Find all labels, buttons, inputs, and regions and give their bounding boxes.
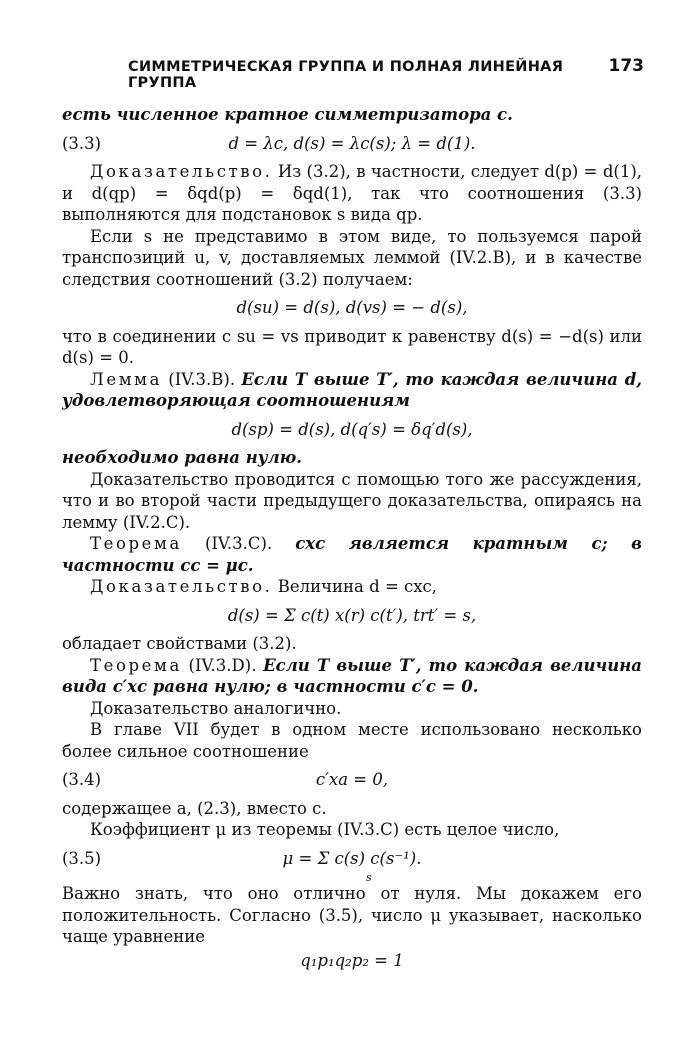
equation-3-4 (62, 769, 642, 791)
equation-body: d = λc, d(s) = λc(s); λ = d(1). (228, 133, 476, 153)
proof-paragraph (62, 576, 642, 598)
statement-line: есть численное кратное симметризатора c. (62, 105, 513, 124)
paragraph: содержащее a, (2.3), вместо c. (62, 798, 327, 818)
equation-number: (3.4) (62, 770, 102, 789)
lemma-label: Лемма (90, 369, 163, 389)
paragraph: Если s не представимо в этом виде, то пользуемся парой транспозиций u, v, доставляемых леммой (IV.2.B), и в качестве следствия соотношений (3.2) получаем: (62, 226, 642, 289)
paragraph: Важно знать, что оно отлично от нуля. Мы докажем его положительность. Согласно (3.5), число μ указывает, насколько чаще уравнение (62, 884, 642, 946)
formula: d(s) = Σ c(t) x(r) c(t′), trt′ = s, (227, 605, 477, 625)
lemma-ref: (IV.3.B). (162, 369, 242, 389)
paragraph: Коэффициент μ из теоремы (IV.3.C) есть целое число, (90, 820, 560, 839)
lemma-paragraph (62, 369, 642, 412)
theorem-label: Теорема (90, 655, 182, 675)
lemma-conclusion: необходимо равна нулю. (62, 448, 302, 467)
equation-body: c′xa = 0, (315, 770, 389, 789)
page-body (62, 104, 642, 978)
equation-3-5 (62, 848, 642, 884)
equation-body (182, 848, 642, 884)
formula: d(su) = d(s), d(vs) = − d(s), (236, 298, 468, 317)
formula: q₁p₁q₂p₂ = 1 (300, 950, 404, 970)
theorem-ref: (IV.3.C). (181, 534, 296, 553)
proof-label: Доказательство. (90, 162, 273, 181)
paragraph: обладает свойствами (3.2). (62, 634, 297, 653)
paragraph: Доказательство аналогично. (90, 698, 342, 718)
theorem-paragraph (62, 655, 642, 698)
proof-text: Из (3.2), в частности, следует d(p) = d(1), и d(qp) = δqd(p) = δqd(1), так что соотношения (3.3) выполняются для подстановок s вида qp. (62, 162, 642, 224)
equation-number: (3.5) (62, 848, 102, 868)
formula: d(sp) = d(s), d(q′s) = δq′d(s), (231, 419, 473, 439)
theorem-text: cxc является кратным c; в частности cc = μc. (62, 534, 642, 575)
theorem-paragraph (62, 533, 642, 576)
theorem-text: Если T выше T′, то каждая величина вида c′xc равна нулю; в частности c′c = 0. (62, 655, 642, 696)
page-header (128, 56, 644, 91)
sum-subscript: s (366, 870, 372, 884)
theorem-ref: (IV.3.D). (181, 655, 264, 675)
theorem-label: Теорема (90, 534, 182, 553)
equation-3-3 (62, 133, 642, 155)
equation-text: μ = Σ c(s) c(s⁻¹). (282, 848, 422, 868)
proof-text: Величина d = cxc, (272, 577, 438, 596)
proof-label: Доказательство. (90, 577, 273, 596)
paragraph: Доказательство проводится с помощью того же рассуждения, что и во второй части предыдущего доказательства, опираясь на лемму (IV.2.C). (62, 469, 642, 532)
equation-number: (3.3) (62, 133, 102, 153)
page-number: 173 (608, 56, 644, 76)
proof-paragraph (62, 161, 642, 226)
paragraph: В главе VII будет в одном месте использовано несколько более сильное соотношение (62, 720, 642, 761)
lemma-text: Если T выше T′, то каждая величина d, удовлетворяющая соотношениям (62, 369, 642, 410)
running-title: СИММЕТРИЧЕСКАЯ ГРУППА И ПОЛНАЯ ЛИНЕЙНАЯ ГРУППА (128, 59, 564, 91)
paragraph: что в соединении с su = vs приводит к равенству d(s) = −d(s) или d(s) = 0. (62, 326, 642, 367)
